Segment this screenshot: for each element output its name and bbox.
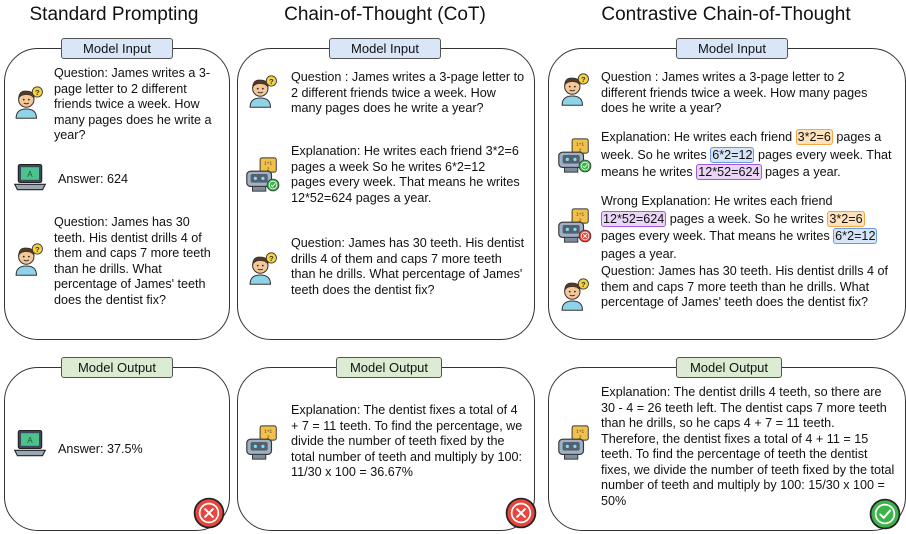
cross-mini-icon <box>578 229 592 243</box>
contrastive-wrong-explanation: Wrong Explanation: He writes each friend 12*52=624 pages a week. So he writes 3*2=6 pages every week. That means he writes 6*2=12 pages a year. <box>601 194 876 261</box>
contrastive-output-explanation: Explanation: The dentist drills 4 teeth, so there are 30 - 4 = 26 teeth left. The dentist caps 7 more teeth than he drills, so he caps 4 + 7 = 11 teeth. Therefore, the dentist fixes a total of 4 + 11 = 15 teeth. To find the percentage of teeth the dentist fixes, we divide the number of teeth fixed by the total number of teeth and multiply by 100: 15/30 x 100 = 50% <box>601 385 895 508</box>
user-question-icon <box>245 252 279 286</box>
highlight-blue: 6*2=12 <box>712 147 753 162</box>
standard-output-tab: Model Output <box>61 357 173 378</box>
column-title-standard: Standard Prompting <box>29 4 199 25</box>
highlight-purple: 12*52=624 <box>603 211 665 226</box>
standard-output-answer: Answer: 37.5% <box>58 442 143 456</box>
cot-explanation: Explanation: He writes each friend 3*2=6 pages a week So he writes 6*2=12 pages every week. That means he writes 12*52=624 pages a year. <box>291 144 520 205</box>
correct-badge-icon <box>868 497 902 531</box>
laptop-answer-icon <box>12 160 48 196</box>
wrong-badge-icon <box>192 496 226 530</box>
cot-input-tab: Model Input <box>329 38 441 59</box>
wrong-badge-icon <box>504 496 538 530</box>
user-question-icon <box>11 243 45 277</box>
cot-question-2: Question: James has 30 teeth. His dentist drills 4 of them and caps 7 more teeth than he drills. What percentage of James' teeth does the dentist fix? <box>291 236 525 297</box>
user-question-icon <box>245 75 279 109</box>
check-mini-icon <box>266 178 280 192</box>
user-question-icon <box>11 86 45 120</box>
robot-icon <box>555 424 593 462</box>
cot-output-tab: Model Output <box>336 357 442 378</box>
column-title-cot: Chain-of-Thought (CoT) <box>284 4 486 25</box>
contrastive-question-1: Question : James writes a 3-page letter to 2 different friends twice a week. How many pages does he write a year? <box>601 70 868 115</box>
highlight-orange: 3*2=6 <box>797 130 831 144</box>
standard-question-1: Question: James writes a 3-page letter to 2 different friends twice a week. How many pages does he write a year? <box>54 66 212 142</box>
contrastive-question-2: Question: James has 30 teeth. His dentist drills 4 of them and caps 7 more teeth than he drills. What percentage of James' teeth does the dentist fix? <box>601 264 888 309</box>
standard-input-tab: Model Input <box>61 38 173 59</box>
user-question-icon <box>557 73 591 107</box>
highlight-blue: 6*2=12 <box>835 229 876 243</box>
highlight-orange: 3*2=6 <box>829 211 863 226</box>
contrastive-explanation: Explanation: He writes each friend 3*2=6 pages a week. So he writes 6*2=12 pages every week. That means he writes 12*52=624 pages a year. <box>601 130 892 179</box>
standard-answer-1: Answer: 624 <box>58 172 129 186</box>
user-question-icon <box>557 278 591 312</box>
cot-question-1: Question : James writes a 3-page letter to 2 different friends twice a week. How many pages does he write a year? <box>291 70 525 115</box>
contrastive-output-tab: Model Output <box>676 357 782 378</box>
robot-icon <box>243 424 281 462</box>
laptop-answer-icon <box>12 426 48 462</box>
cot-output-explanation: Explanation: The dentist fixes a total of 4 + 7 = 11 teeth. To find the percentage, we divide the number of teeth fixed by the total number of teeth and multiply by 100: 11/30 x 100 = 36.67% <box>291 403 523 479</box>
contrastive-input-tab: Model Input <box>676 38 788 59</box>
check-mini-icon <box>578 159 592 173</box>
standard-question-2: Question: James has 30 teeth. His dentist drills 4 of them and caps 7 more teeth than he drills. What percentage of James' teeth does the dentist fix? <box>54 215 211 307</box>
column-title-contrastive: Contrastive Chain-of-Thought <box>601 4 851 25</box>
highlight-purple: 12*52=624 <box>698 165 760 179</box>
